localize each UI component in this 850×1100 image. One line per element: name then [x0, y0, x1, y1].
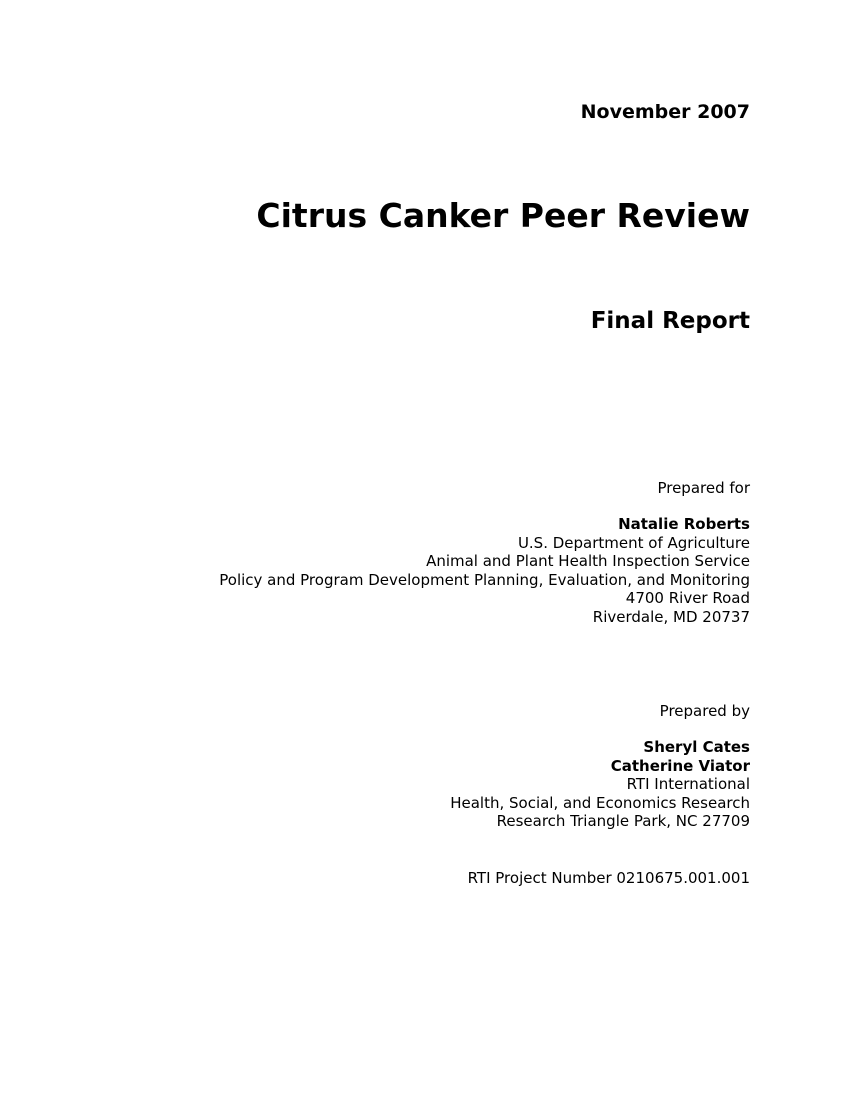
prepared-by-block — [450, 738, 750, 831]
author-department: Health, Social, and Economics Research — [450, 793, 750, 812]
author-name: Catherine Viator — [610, 756, 750, 775]
recipient-city: Riverdale, MD 20737 — [592, 607, 750, 626]
recipient-street: 4700 River Road — [625, 589, 750, 607]
report-title: Citrus Canker Peer Review — [256, 196, 750, 235]
author-name: Sheryl Cates — [643, 738, 750, 756]
prepared-by-label: Prepared by — [659, 702, 750, 720]
author-organization: RTI International — [626, 775, 750, 793]
recipient-name: Natalie Roberts — [618, 515, 750, 533]
prepared-for-label: Prepared for — [657, 479, 750, 497]
recipient-division: Policy and Program Development Planning, Evaluation, and Monitoring — [219, 570, 750, 589]
project-number: RTI Project Number 0210675.001.001 — [467, 869, 750, 887]
prepared-for-block — [219, 515, 750, 626]
author-location: Research Triangle Park, NC 27709 — [496, 812, 750, 830]
report-date: November 2007 — [580, 101, 750, 123]
report-subtitle: Final Report — [590, 308, 750, 334]
recipient-organization: U.S. Department of Agriculture — [517, 533, 750, 552]
recipient-agency: Animal and Plant Health Inspection Service — [426, 552, 750, 570]
